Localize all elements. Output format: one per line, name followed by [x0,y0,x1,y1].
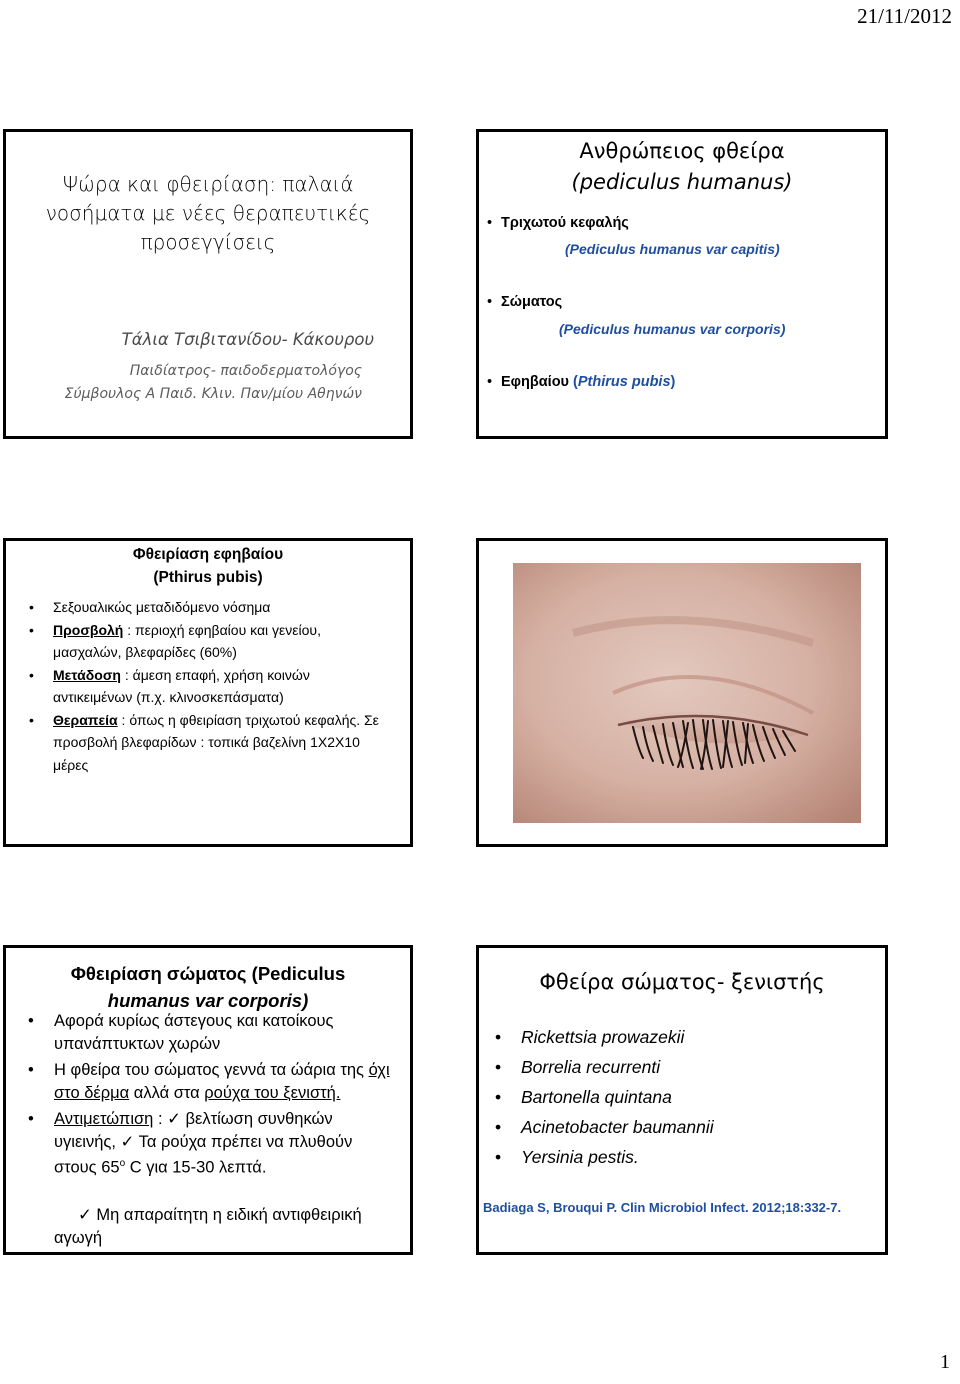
author-name: Τάλια Τσιβιτανίδου- Κάκουρου [121,330,374,349]
slide-5 [3,945,413,1255]
infestation-text: : περιοχή εφηβαίου και γενείου, μασχαλών, βλεφαρίδες (60%) [53,621,321,660]
eyelash-photo [513,563,861,823]
slide-3-title [6,543,410,589]
no-treatment-text: ✓ Μη απαραίτητη η ειδική αντιφθειρική αγωγή [54,1206,362,1247]
host-list [479,1022,714,1172]
bullet-management [54,1108,394,1179]
slide-5-title-line1: Φθειρίαση σώματος (Pediculus [70,963,346,984]
pubic-lice-label: Εφηβαίου [501,374,569,390]
slide-1-title: Ψώρα και φθειρίαση: παλαιά νοσήματα με νέες θεραπευτικές προσεγγίσεις [45,172,371,254]
bullet-body-lice: • Σώματος [501,294,562,310]
management-text-b: C για 15-30 λεπτά. [125,1158,267,1177]
slide-3-title-line2: (Pthirus pubis) [153,569,263,586]
list-item: • Rickettsia prowazekii [499,1022,714,1052]
author-details [65,360,362,406]
slide-2-title [489,136,875,198]
latin-corporis: (Pediculus humanus var corporis) [559,321,786,337]
infestation-label: Προσβολή [53,621,124,638]
list-item: • Acinetobacter baumannii [499,1112,714,1142]
management-text-a: : ✓ βελτίωση συνθηκών υγιεινής, ✓ Τα ρούχα πρέπει να πλυθούν στους 65 [54,1110,353,1177]
author-affiliation: Σύμβουλος Α Παιδ. Κλιν. Παν/μίου Αθηνών [64,386,362,402]
transmission-text: : άμεση επαφή, χρήση κοινών αντικειμένων (π.χ. κλινοσκεπάσματα) [53,666,310,705]
no-treatment-note [54,1204,404,1249]
bullet-treatment [53,709,383,777]
latin-capitis: (Pediculus humanus var capitis) [565,241,780,257]
slide-2-title-line1: Ανθρώπειος φθείρα [579,139,785,163]
latin-pthirus: (Pthirus pubis) [573,374,676,390]
bullet-head-lice: • Τριχωτού κεφαλής [501,215,629,231]
slide-5-bullets [6,1010,394,1183]
list-item: • Bartonella quintana [499,1082,714,1112]
eggs-clothes: ρούχα του ξενιστή. [204,1083,341,1102]
slide-3-bullets [6,596,383,776]
header-date: 21/11/2012 [857,4,952,28]
slide-5-title [6,960,410,1014]
transmission-label: Μετάδοση [53,666,121,683]
list-item: • Borrelia recurrenti [499,1052,714,1082]
list-item: • Yersinia pestis. [499,1142,714,1172]
slide-2 [476,129,888,439]
bullet-infestation [53,619,383,664]
eyelash-photo-image [513,563,861,823]
slide-6-title: Φθείρα σώματος- ξενιστής [539,970,825,994]
bullet-std: • Σεξουαλικώς μεταδιδόμενο νόσημα [53,596,383,619]
degree-sup: ο [119,1158,126,1169]
slide-5-title-line2: humanus var corporis) [107,990,309,1011]
latin-pthirus-text: Pthirus pubis [577,374,671,390]
treatment-label: Θεραπεία [53,711,118,728]
slide-4 [476,538,888,847]
treatment-text: : όπως η φθειρίαση τριχωτού κεφαλής. Σε προσβολή βλεφαρίδων : τοπικά βαζελίνη 1Χ2Χ10 μέρες [53,711,379,773]
slide-6 [476,945,888,1255]
bullet-pubic-lice [501,374,675,390]
page-number: 1 [940,1351,950,1373]
bullet-transmission [53,664,383,709]
slide-2-title-line2: (pediculus humanus) [571,170,793,194]
slide-3 [3,538,413,847]
bullet-homeless: • Αφορά κυρίως άστεγους και κατοίκους υπανάπτυκτων χωρών [54,1010,394,1055]
slide-1 [3,129,413,439]
eggs-text-a: Η φθείρα του σώματος γεννά τα ώάρια της [54,1061,369,1079]
management-label: Αντιμετώπιση [54,1110,154,1128]
reference: Badiaga S, Brouqui P. Clin Microbiol Infect. 2012;18:332-7. [483,1200,842,1215]
bullet-eggs [54,1059,394,1104]
eggs-text-b: αλλά στα [129,1083,205,1102]
author-role: Παιδίατρος- παιδοδερματολόγος [129,363,362,379]
eggs-not-skin: όχι στο δέρμα [54,1061,390,1102]
slide-3-title-line1: Φθειρίαση εφηβαίου [132,546,284,563]
